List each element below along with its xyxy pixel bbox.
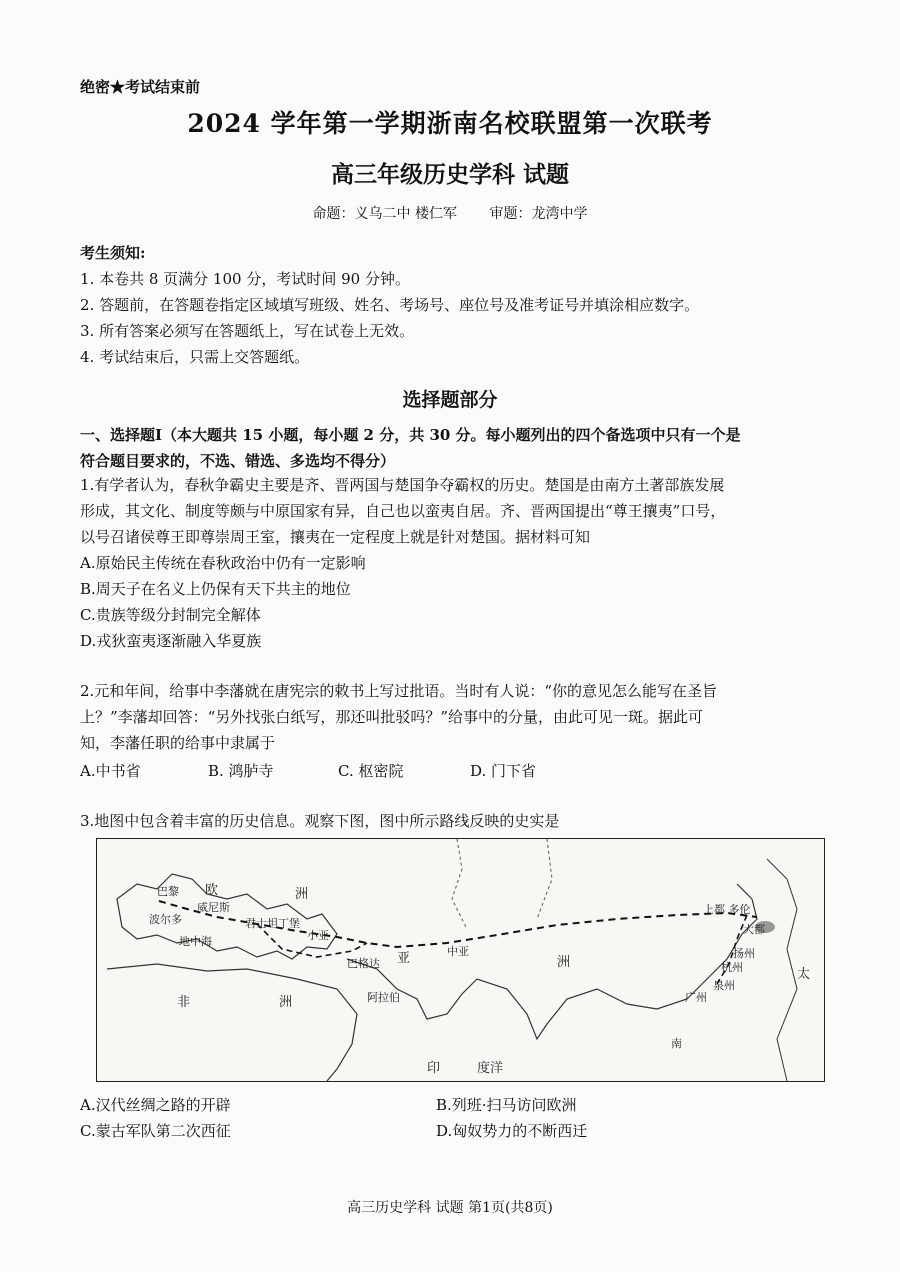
q3-option-a[interactable]: A.汉代丝绸之路的开辟 — [80, 1096, 231, 1114]
map-label-constantinople: 君士坦丁堡 — [245, 917, 300, 930]
map-label-pacific: 太 — [797, 967, 811, 982]
border-line — [537, 839, 552, 919]
q2-option-c[interactable]: C. 枢密院 — [338, 762, 404, 780]
map-label-asia-minor: 小亚 — [307, 929, 329, 942]
border-line — [452, 839, 467, 929]
q2-stem: 知，李藩任职的给事中隶属于 — [80, 734, 276, 752]
q2-option-b[interactable]: B. 鸿胪寺 — [208, 762, 274, 780]
map-label-baghdad: 巴格达 — [347, 957, 380, 970]
confidential-mark: 绝密★考试结束前 — [80, 78, 201, 96]
map-label-europe: 欧 — [205, 883, 219, 898]
q1-stem: 以号召诸侯尊王即尊崇周王室，攘夷在一定程度上就是针对楚国。据材料可知 — [80, 528, 591, 546]
map-label-south-china-sea: 南 — [671, 1037, 682, 1050]
map-drawing — [97, 839, 824, 1081]
africa-coast — [107, 964, 357, 1081]
q1-stem: 1.有学者认为，春秋争霸史主要是齐、晋两国与楚国争夺霸权的历史。楚国是由南方土著部族发展 — [80, 476, 725, 494]
setter: 命题：义乌二中 楼仁军 — [312, 206, 457, 222]
q3-stem: 3.地图中包含着丰富的历史信息。观察下图，图中所示路线反映的史实是 — [80, 812, 560, 830]
map-label-mediterranean: 地中海 — [179, 935, 212, 948]
route-map — [96, 838, 825, 1082]
map-label-africa2: 洲 — [279, 995, 293, 1010]
notice-item: 4. 考试结束后，只需上交答题纸。 — [80, 348, 310, 366]
map-label-hangzhou: 杭州 — [721, 961, 743, 974]
q2-stem: 2.元和年间，给事中李藩就在唐宪宗的敕书上写过批语。当时有人说：“你的意见怎么能写在圣旨 — [80, 682, 717, 700]
q1-stem: 形成，其文化、制度等颇与中原国家有异，自己也以蛮夷自居。齐、晋两国提出“尊王攘夷”口号， — [80, 502, 726, 520]
map-label-india: 印 — [427, 1061, 441, 1076]
q1-option-a[interactable]: A.原始民主传统在春秋政治中仍有一定影响 — [80, 554, 366, 572]
map-label-quanzhou: 泉州 — [713, 979, 735, 992]
map-label-guangzhou: 广州 — [685, 991, 707, 1004]
exam-subtitle: 高三年级历史学科 试题 — [330, 161, 569, 188]
q2-option-d[interactable]: D. 门下省 — [470, 762, 537, 780]
pacific-coast — [767, 859, 797, 1081]
map-label-asia2: 洲 — [557, 955, 571, 970]
reviewer: 审题：龙湾中学 — [489, 206, 588, 222]
map-label-yangzhou: 扬州 — [733, 947, 755, 960]
notice-item: 2. 答题前，在答题卷指定区域填写班级、姓名、考场号、座位号及准考证号并填涂相应数字。 — [80, 296, 700, 314]
q1-option-b[interactable]: B.周天子在名义上仍保有天下共主的地位 — [80, 580, 351, 598]
map-label-africa: 非 — [177, 995, 191, 1010]
page-footer: 高三历史学科 试题 第1页(共8页) — [347, 1200, 553, 1216]
part-instructions: 一、选择题Ⅰ（本大题共 15 小题，每小题 2 分，共 30 分。每小题列出的四个备选项中只有一个是 — [80, 426, 741, 444]
section-title: 选择题部分 — [402, 389, 498, 411]
q3-option-c[interactable]: C.蒙古军队第二次西征 — [80, 1122, 231, 1140]
map-label-dadu: 大都 — [743, 923, 765, 936]
map-label-europe2: 洲 — [295, 887, 309, 902]
q3-option-b[interactable]: B.列班·扫马访问欧洲 — [436, 1096, 577, 1114]
authors-line — [0, 203, 900, 223]
part-instructions: 符合题目要求的，不选、错选、多选均不得分） — [80, 452, 396, 470]
map-label-central-asia: 中亚 — [447, 945, 469, 958]
map-label-venice: 威尼斯 — [197, 901, 230, 914]
q1-option-c[interactable]: C.贵族等级分封制完全解体 — [80, 606, 261, 624]
q1-option-d[interactable]: D.戎狄蛮夷逐渐融入华夏族 — [80, 632, 262, 650]
map-label-asia: 亚 — [397, 951, 411, 966]
notice-heading: 考生须知: — [80, 244, 146, 262]
map-label-arabia: 阿拉伯 — [367, 991, 400, 1004]
notice-item: 1. 本卷共 8 页满分 100 分，考试时间 90 分钟。 — [80, 270, 410, 288]
notice-item: 3. 所有答案必须写在答题纸上，写在试卷上无效。 — [80, 322, 415, 340]
q2-stem: 上？”李藩却回答：“另外找张白纸写，那还叫批驳吗？”给事中的分量，由此可见一斑。据此可 — [80, 708, 704, 726]
map-label-indian-ocean: 度洋 — [477, 1061, 504, 1076]
exam-title: 2024 学年第一学期浙南名校联盟第一次联考 — [187, 109, 713, 138]
map-label-bordeaux: 波尔多 — [149, 913, 182, 926]
map-label-paris: 巴黎 — [157, 885, 179, 898]
q2-option-a[interactable]: A.中书省 — [80, 762, 141, 780]
q3-option-d[interactable]: D.匈奴势力的不断西迁 — [436, 1122, 588, 1140]
map-label-khanbaliq: 上都 多伦 — [703, 903, 751, 916]
